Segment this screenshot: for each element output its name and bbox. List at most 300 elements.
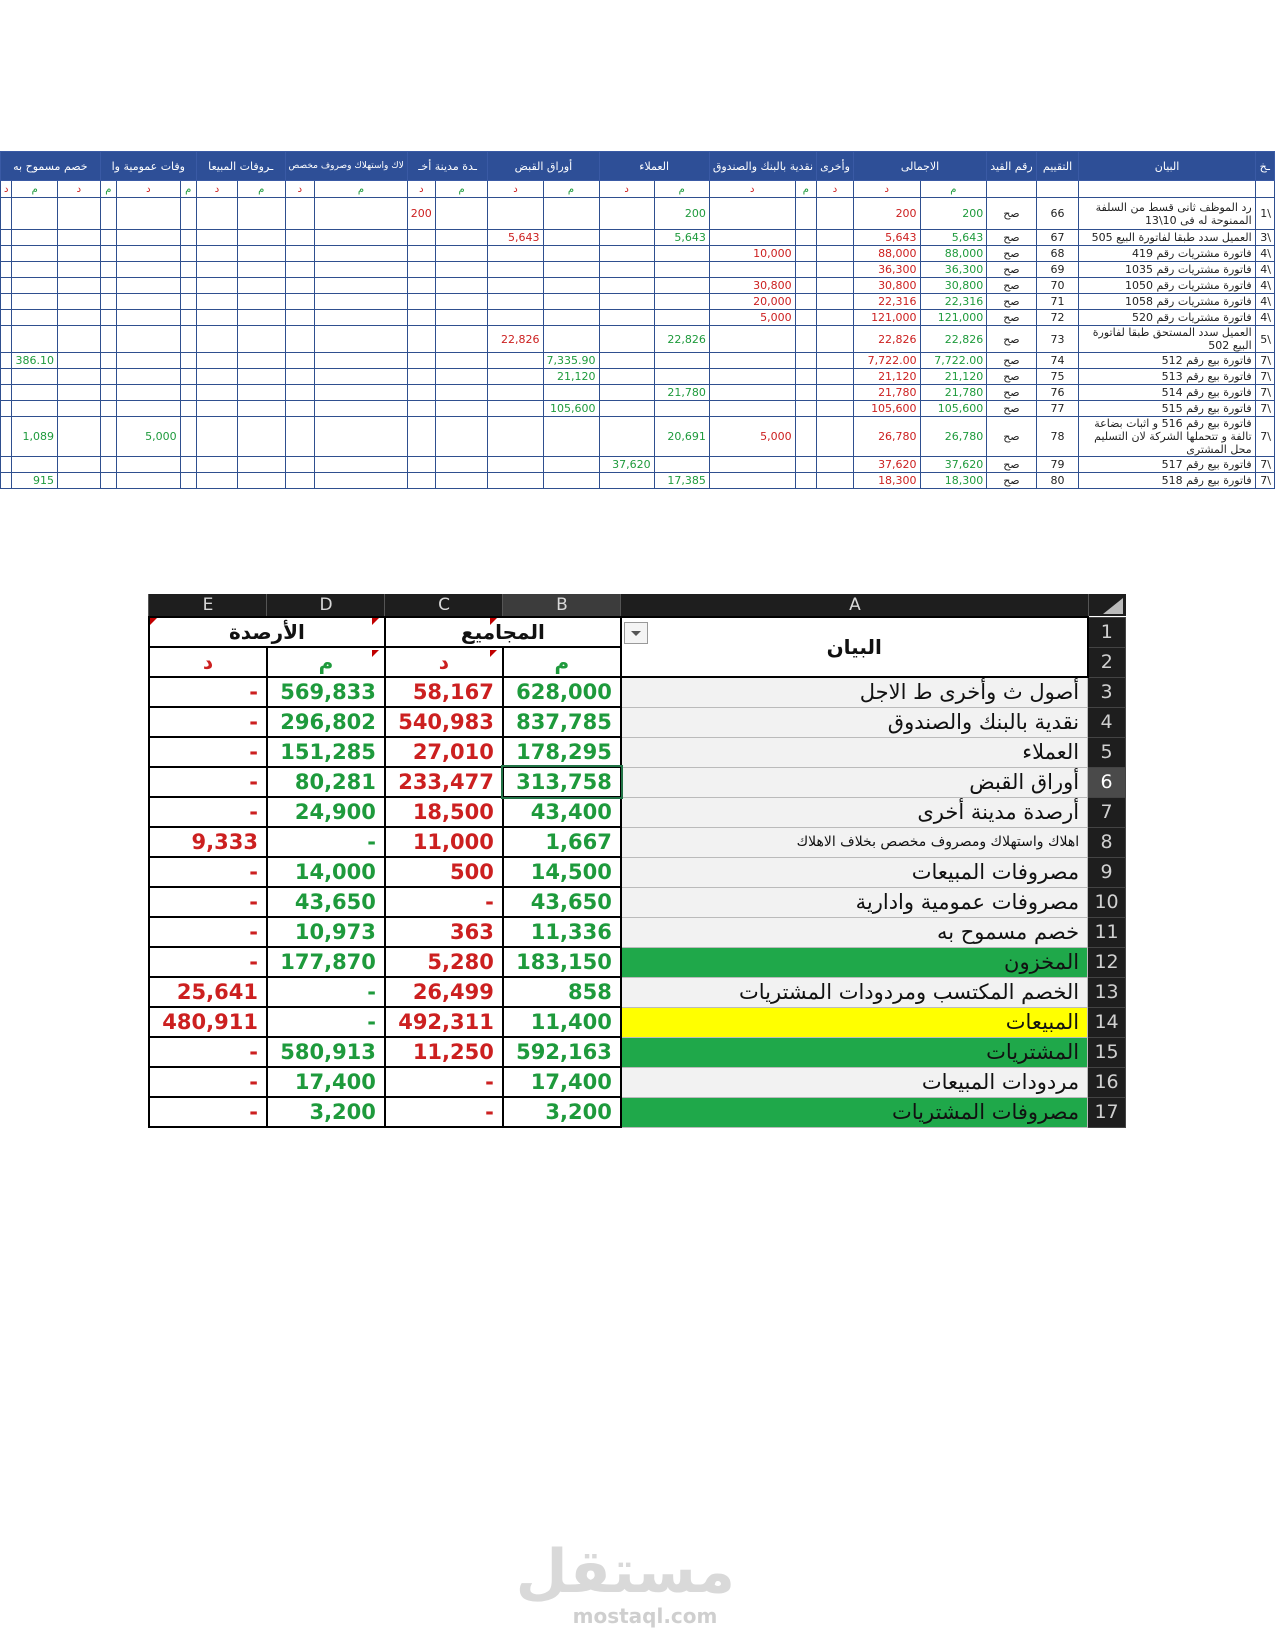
ledger-cell[interactable] [795,473,816,489]
ledger-cell[interactable] [180,385,196,401]
ledger-cell[interactable] [285,294,315,310]
ledger-cell[interactable] [435,385,488,401]
ledger-cell[interactable] [57,457,100,473]
ledger-cell-dt[interactable]: 7\ [1255,369,1274,385]
ledger-cell[interactable] [180,246,196,262]
ledger-cell-tm[interactable]: 22,316 [920,294,987,310]
ledger-cell-no[interactable]: 75 [1036,369,1079,385]
ledger-cell-dm[interactable] [12,230,58,246]
ledger-cell-rm[interactable] [543,457,599,473]
cell-a-label[interactable]: مصروفات المبيعات [621,857,1088,887]
ledger-cell-tm[interactable]: 7,722.00 [920,353,987,369]
ledger-cell-sm[interactable]: 5,000 [116,417,180,457]
ledger-cell-ev[interactable]: صح [987,230,1036,246]
ledger-cell-dt[interactable]: 7\ [1255,401,1274,417]
ledger-cell-sm[interactable] [116,473,180,489]
ledger-cell-no[interactable]: 73 [1036,326,1079,353]
cell-b[interactable]: 1,667 [503,827,621,857]
ledger-cell[interactable] [180,278,196,294]
ledger-cell-nd[interactable]: 20,000 [709,294,795,310]
ledger-cell-ev[interactable]: صح [987,369,1036,385]
cell-d[interactable]: 296,802 [267,707,385,737]
cell-e[interactable]: - [149,707,267,737]
cell-c[interactable]: 58,167 [385,677,503,707]
cell-d[interactable]: 17,400 [267,1067,385,1097]
ledger-cell[interactable] [237,385,285,401]
ledger-cell[interactable] [180,326,196,353]
ledger-cell[interactable] [1,385,12,401]
ledger-cell[interactable] [180,417,196,457]
ledger-cell[interactable] [435,326,488,353]
ledger-cell-no[interactable]: 72 [1036,310,1079,326]
ledger-cell-tm[interactable]: 200 [920,198,987,230]
ledger-cell[interactable] [795,457,816,473]
ledger-cell[interactable] [817,262,854,278]
ledger-cell-ev[interactable]: صح [987,278,1036,294]
ledger-cell[interactable] [435,401,488,417]
ledger-cell[interactable] [315,417,408,457]
cell-a-label[interactable]: الخصم المكتسب ومردودات المشتريات [621,977,1088,1007]
cell-b[interactable]: 43,400 [503,797,621,827]
ledger-cell-sm[interactable] [116,326,180,353]
ledger-cell[interactable] [285,310,315,326]
comment-indicator[interactable] [150,618,157,625]
ledger-cell-dm[interactable] [12,369,58,385]
ledger-cell[interactable] [817,230,854,246]
row-number[interactable]: 12 [1088,947,1126,977]
cell-d[interactable]: 43,650 [267,887,385,917]
cell-c[interactable]: - [385,1097,503,1127]
ledger-cell-rd[interactable] [488,198,543,230]
ledger-cell[interactable] [237,278,285,294]
ledger-cell-desc[interactable]: فاتورة مشتريات رقم 419 [1079,246,1255,262]
row-number[interactable]: 9 [1088,857,1126,887]
ledger-cell-dm[interactable] [12,310,58,326]
ledger-cell[interactable] [817,353,854,369]
ledger-cell-desc[interactable]: فاتورة بيع رقم 513 [1079,369,1255,385]
ledger-cell[interactable] [100,457,116,473]
comment-indicator[interactable] [372,650,379,657]
ledger-cell-rd[interactable] [488,401,543,417]
ledger-cell[interactable] [315,473,408,489]
ledger-cell[interactable] [180,262,196,278]
ledger-cell-td[interactable]: 200 [853,198,920,230]
ledger-cell[interactable] [795,369,816,385]
ledger-cell[interactable] [1,294,12,310]
ledger-cell[interactable] [315,457,408,473]
cell-e[interactable]: - [149,797,267,827]
ledger-cell[interactable] [817,473,854,489]
ledger-cell[interactable] [315,326,408,353]
ledger-cell-sm[interactable] [116,369,180,385]
cell-d[interactable]: 14,000 [267,857,385,887]
column-header-b[interactable]: B [502,594,621,616]
row-number[interactable]: 3 [1088,677,1126,707]
ledger-cell-od[interactable] [407,417,435,457]
ledger-cell-no[interactable]: 74 [1036,353,1079,369]
ledger-cell-desc[interactable]: فاتورة بيع رقم 515 [1079,401,1255,417]
ledger-cell[interactable] [795,262,816,278]
ledger-cell-rd[interactable]: 22,826 [488,326,543,353]
ledger-cell-dt[interactable]: 7\ [1255,417,1274,457]
ledger-cell[interactable] [817,246,854,262]
cell-a-label[interactable]: المخزون [621,947,1088,977]
cell-e[interactable]: 25,641 [149,977,267,1007]
ledger-cell-td[interactable]: 105,600 [853,401,920,417]
cell-b[interactable]: 43,650 [503,887,621,917]
ledger-cell[interactable] [57,401,100,417]
ledger-cell[interactable] [435,473,488,489]
ledger-cell[interactable] [196,310,237,326]
ledger-cell[interactable] [237,353,285,369]
ledger-cell-desc[interactable]: فاتورة مشتريات رقم 520 [1079,310,1255,326]
cell-a-label[interactable]: أوراق القبض [621,767,1088,797]
ledger-cell-dt[interactable]: 3\ [1255,230,1274,246]
ledger-cell-rm[interactable] [543,230,599,246]
ledger-cell-dt[interactable]: 4\ [1255,294,1274,310]
ledger-cell[interactable] [795,326,816,353]
ledger-cell[interactable] [817,417,854,457]
cell-e[interactable]: - [149,1067,267,1097]
ledger-cell-od[interactable] [407,310,435,326]
ledger-cell[interactable] [100,473,116,489]
ledger-cell[interactable] [795,246,816,262]
ledger-cell-td[interactable]: 5,643 [853,230,920,246]
ledger-cell-desc[interactable]: فاتورة مشتريات رقم 1050 [1079,278,1255,294]
cell-b[interactable]: 628,000 [503,677,621,707]
ledger-cell[interactable] [100,198,116,230]
ledger-cell[interactable] [57,473,100,489]
row-number[interactable]: 10 [1088,887,1126,917]
ledger-cell-nm[interactable]: 200 [654,198,709,230]
cell-d[interactable]: 10,973 [267,917,385,947]
cell-c[interactable]: 500 [385,857,503,887]
balances-header[interactable]: الأرصدة [149,617,385,647]
ledger-cell[interactable] [196,326,237,353]
ledger-cell-nm[interactable]: 21,780 [654,385,709,401]
ledger-cell[interactable] [57,369,100,385]
ledger-cell-desc[interactable]: فاتورة بيع رقم 516 و اثبات بضاعة تالفة و تتحملها الشركة لان التسليم محل المشترى [1079,417,1255,457]
ledger-cell[interactable] [237,401,285,417]
ledger-cell-nd[interactable] [709,198,795,230]
ledger-cell-od[interactable] [407,262,435,278]
ledger-cell-ev[interactable]: صح [987,401,1036,417]
row-number[interactable]: 7 [1088,797,1126,827]
cell-e[interactable]: - [149,677,267,707]
ledger-cell-desc[interactable]: فاتورة بيع رقم 514 [1079,385,1255,401]
ledger-cell-desc[interactable]: فاتورة بيع رقم 512 [1079,353,1255,369]
ledger-cell-nm[interactable]: 5,643 [654,230,709,246]
ledger-cell[interactable] [285,230,315,246]
ledger-cell[interactable] [315,310,408,326]
ledger-cell-tm[interactable]: 30,800 [920,278,987,294]
ledger-cell[interactable] [285,246,315,262]
ledger-cell-sm[interactable] [116,246,180,262]
ledger-cell-nm[interactable] [654,457,709,473]
ledger-cell[interactable] [795,417,816,457]
cell-e[interactable]: - [149,887,267,917]
cell-d[interactable]: 24,900 [267,797,385,827]
ledger-cell-nd[interactable]: 5,000 [709,417,795,457]
ledger-cell[interactable] [315,198,408,230]
ledger-cell-sm[interactable] [116,230,180,246]
ledger-cell-rm[interactable] [543,310,599,326]
ledger-cell-dt[interactable]: 7\ [1255,353,1274,369]
ledger-cell-od[interactable] [407,473,435,489]
ledger-cell-tm[interactable]: 18,300 [920,473,987,489]
ledger-cell[interactable] [435,369,488,385]
ledger-cell[interactable] [795,401,816,417]
cell-b[interactable]: 11,400 [503,1007,621,1037]
ledger-cell[interactable] [1,473,12,489]
ledger-cell[interactable] [315,294,408,310]
cell-a-label[interactable]: اهلاك واستهلاك ومصروف مخصص بخلاف الاهلاك [621,827,1088,857]
ledger-cell-ev[interactable]: صح [987,198,1036,230]
ledger-cell-nd[interactable]: 10,000 [709,246,795,262]
ledger-cell-rm[interactable] [543,262,599,278]
ledger-cell-dt[interactable]: 7\ [1255,457,1274,473]
ledger-cell[interactable] [315,353,408,369]
ledger-cell[interactable] [100,385,116,401]
ledger-cell-desc[interactable]: فاتورة مشتريات رقم 1058 [1079,294,1255,310]
ledger-cell-cm[interactable] [599,198,654,230]
ledger-cell-rm[interactable]: 105,600 [543,401,599,417]
ledger-cell[interactable] [100,246,116,262]
ledger-cell-ev[interactable]: صح [987,457,1036,473]
ledger-cell[interactable] [57,246,100,262]
ledger-cell-dm[interactable] [12,457,58,473]
ledger-cell[interactable] [1,278,12,294]
ledger-cell-tm[interactable]: 36,300 [920,262,987,278]
ledger-cell[interactable] [315,246,408,262]
ledger-cell[interactable] [196,473,237,489]
cell-c[interactable]: 492,311 [385,1007,503,1037]
cell-b[interactable]: 837,785 [503,707,621,737]
ledger-cell-nm[interactable] [654,278,709,294]
ledger-cell[interactable] [237,369,285,385]
ledger-cell-cm[interactable] [599,417,654,457]
cell-c[interactable]: 18,500 [385,797,503,827]
row-number[interactable]: 16 [1088,1067,1126,1097]
ledger-cell[interactable] [817,385,854,401]
cell-b[interactable]: 313,758 [503,767,621,797]
ledger-cell-sm[interactable] [116,198,180,230]
column-header-d[interactable]: D [266,594,385,616]
d-subheader[interactable]: م [267,647,385,677]
ledger-cell-no[interactable]: 67 [1036,230,1079,246]
ledger-cell[interactable] [285,401,315,417]
ledger-cell-dt[interactable]: 4\ [1255,246,1274,262]
ledger-cell-rd[interactable] [488,294,543,310]
ledger-cell-nd[interactable]: 30,800 [709,278,795,294]
ledger-cell[interactable] [196,385,237,401]
ledger-cell-cm[interactable] [599,230,654,246]
ledger-cell-td[interactable]: 18,300 [853,473,920,489]
ledger-cell-td[interactable]: 22,316 [853,294,920,310]
ledger-cell-rm[interactable] [543,473,599,489]
ledger-cell[interactable] [435,262,488,278]
cell-d[interactable]: - [267,827,385,857]
cell-a-label[interactable]: العملاء [621,737,1088,767]
ledger-cell-dt[interactable]: 4\ [1255,278,1274,294]
ledger-cell[interactable] [795,310,816,326]
cell-b[interactable]: 858 [503,977,621,1007]
cell-c[interactable]: 233,477 [385,767,503,797]
cell-b[interactable]: 183,150 [503,947,621,977]
ledger-cell-dm[interactable]: 915 [12,473,58,489]
row-number[interactable]: 11 [1088,917,1126,947]
ledger-cell[interactable] [817,401,854,417]
ledger-cell-desc[interactable]: رد الموظف ثانى قسط من السلفة الممنوحة له فى 10\13 [1079,198,1255,230]
ledger-cell-nd[interactable] [709,401,795,417]
cell-c[interactable]: 26,499 [385,977,503,1007]
ledger-cell-tm[interactable]: 88,000 [920,246,987,262]
ledger-cell-rm[interactable]: 21,120 [543,369,599,385]
ledger-cell[interactable] [180,310,196,326]
ledger-cell-no[interactable]: 70 [1036,278,1079,294]
ledger-cell-rm[interactable] [543,198,599,230]
ledger-cell-td[interactable]: 37,620 [853,457,920,473]
ledger-cell[interactable] [100,401,116,417]
ledger-cell[interactable] [100,294,116,310]
ledger-cell[interactable] [57,326,100,353]
ledger-cell-nm[interactable] [654,401,709,417]
ledger-cell-td[interactable]: 21,780 [853,385,920,401]
cell-d[interactable]: 580,913 [267,1037,385,1067]
ledger-cell-ev[interactable]: صح [987,262,1036,278]
ledger-cell-nd[interactable] [709,457,795,473]
ledger-cell-desc[interactable]: العميل سدد المستحق طبقا لفاتورة البيع 502 [1079,326,1255,353]
ledger-cell-od[interactable] [407,385,435,401]
ledger-cell-rd[interactable] [488,369,543,385]
ledger-cell-dm[interactable]: 1,089 [12,417,58,457]
ledger-cell-dm[interactable] [12,401,58,417]
ledger-cell[interactable] [180,473,196,489]
ledger-cell[interactable] [315,369,408,385]
ledger-cell[interactable] [435,417,488,457]
ledger-cell-no[interactable]: 77 [1036,401,1079,417]
ledger-cell[interactable] [435,246,488,262]
ledger-cell-nd[interactable] [709,369,795,385]
ledger-cell[interactable] [435,230,488,246]
ledger-cell[interactable] [435,278,488,294]
ledger-cell[interactable] [100,262,116,278]
c-subheader[interactable]: د [385,647,503,677]
ledger-cell[interactable] [237,294,285,310]
row-number[interactable]: 8 [1088,827,1126,857]
ledger-cell-od[interactable] [407,278,435,294]
ledger-cell[interactable] [57,310,100,326]
ledger-cell[interactable] [57,385,100,401]
row-number[interactable]: 6 [1088,767,1126,797]
ledger-cell[interactable] [180,230,196,246]
ledger-cell-no[interactable]: 79 [1036,457,1079,473]
cell-e[interactable]: - [149,737,267,767]
ledger-cell[interactable] [237,457,285,473]
ledger-cell[interactable] [180,198,196,230]
ledger-cell-dm[interactable] [12,198,58,230]
ledger-cell-td[interactable]: 30,800 [853,278,920,294]
comment-indicator[interactable] [490,618,497,625]
ledger-cell[interactable] [817,198,854,230]
cell-e[interactable]: 480,911 [149,1007,267,1037]
ledger-cell-rm[interactable] [543,326,599,353]
cell-d[interactable]: 177,870 [267,947,385,977]
ledger-cell-no[interactable]: 76 [1036,385,1079,401]
ledger-cell[interactable] [285,198,315,230]
row-number[interactable]: 17 [1088,1097,1126,1127]
ledger-cell[interactable] [100,353,116,369]
ledger-cell[interactable] [1,246,12,262]
ledger-cell-nm[interactable]: 20,691 [654,417,709,457]
ledger-cell-rm[interactable] [543,385,599,401]
ledger-cell[interactable] [180,369,196,385]
ledger-cell[interactable] [285,353,315,369]
ledger-cell[interactable] [237,230,285,246]
ledger-cell[interactable] [285,278,315,294]
ledger-cell-od[interactable]: 200 [407,198,435,230]
ledger-cell-dt[interactable]: 4\ [1255,310,1274,326]
cell-d[interactable]: 569,833 [267,677,385,707]
ledger-cell[interactable] [1,326,12,353]
ledger-cell-no[interactable]: 78 [1036,417,1079,457]
ledger-cell[interactable] [817,326,854,353]
ledger-cell-dm[interactable]: 386.10 [12,353,58,369]
cell-c[interactable]: 540,983 [385,707,503,737]
ledger-cell-rd[interactable]: 5,643 [488,230,543,246]
ledger-cell-desc[interactable]: فاتورة بيع رقم 517 [1079,457,1255,473]
ledger-cell[interactable] [196,278,237,294]
filter-dropdown-icon[interactable] [624,622,648,644]
ledger-cell-cm[interactable] [599,401,654,417]
ledger-cell-nm[interactable] [654,262,709,278]
ledger-cell-nd[interactable] [709,353,795,369]
ledger-cell[interactable] [100,278,116,294]
ledger-cell[interactable] [1,369,12,385]
ledger-cell-td[interactable]: 36,300 [853,262,920,278]
ledger-cell-dm[interactable] [12,246,58,262]
ledger-cell-od[interactable] [407,457,435,473]
ledger-cell-desc[interactable]: فاتورة بيع رقم 518 [1079,473,1255,489]
ledger-cell[interactable] [57,198,100,230]
ledger-cell-ev[interactable]: صح [987,310,1036,326]
cell-c[interactable]: 27,010 [385,737,503,767]
ledger-cell[interactable] [196,457,237,473]
cell-b[interactable]: 592,163 [503,1037,621,1067]
ledger-cell-rd[interactable] [488,246,543,262]
ledger-cell-cm[interactable] [599,473,654,489]
ledger-cell-rd[interactable] [488,417,543,457]
cell-a-label[interactable]: أصول ث وأخرى ط الاجل [621,677,1088,707]
ledger-cell[interactable] [196,246,237,262]
ledger-cell-cm[interactable] [599,369,654,385]
ledger-cell[interactable] [196,262,237,278]
row-number[interactable]: 5 [1088,737,1126,767]
ledger-cell[interactable] [100,369,116,385]
ledger-cell[interactable] [57,294,100,310]
ledger-cell[interactable] [285,369,315,385]
ledger-cell-nm[interactable]: 17,385 [654,473,709,489]
ledger-cell[interactable] [285,417,315,457]
ledger-cell-dt[interactable]: 1\ [1255,198,1274,230]
ledger-cell[interactable] [795,198,816,230]
ledger-cell-od[interactable] [407,246,435,262]
ledger-cell-ev[interactable]: صح [987,353,1036,369]
cell-c[interactable]: 11,000 [385,827,503,857]
ledger-cell-rm[interactable] [543,417,599,457]
ledger-cell[interactable] [795,353,816,369]
ledger-cell-tm[interactable]: 37,620 [920,457,987,473]
